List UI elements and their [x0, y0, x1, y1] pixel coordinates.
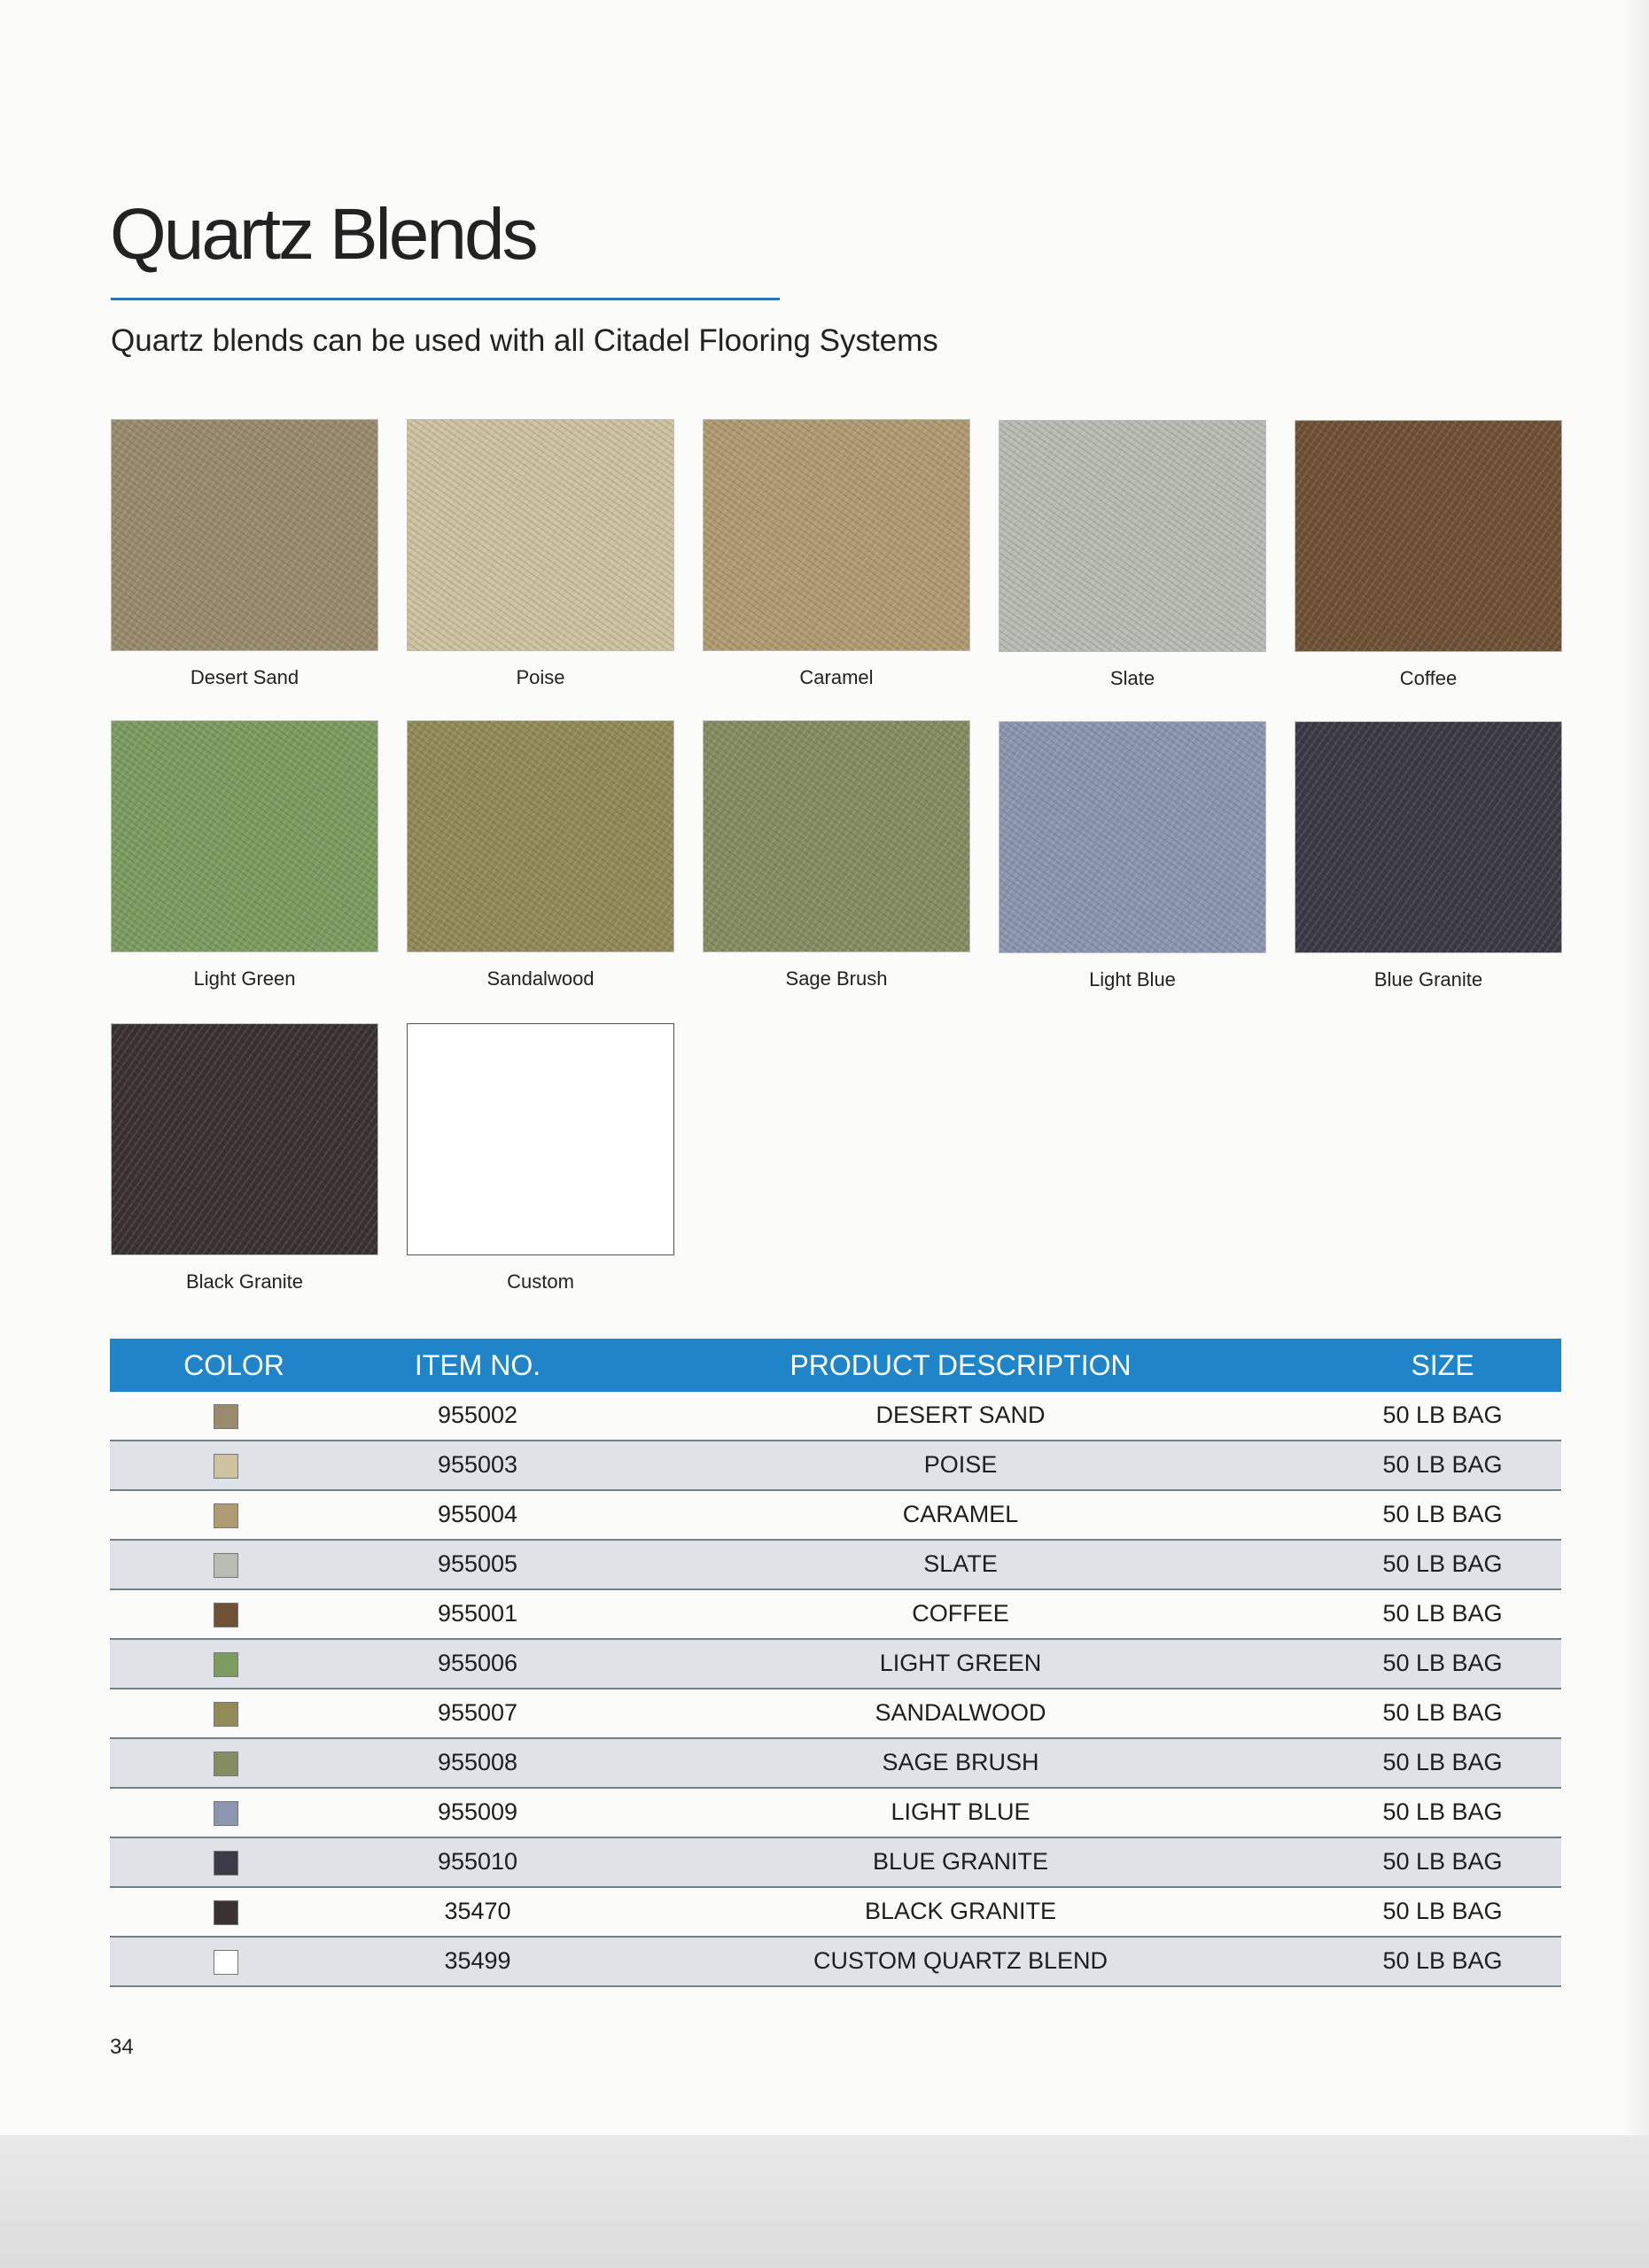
- swatch-image: [1295, 420, 1562, 652]
- swatch-label: Black Granite: [185, 1270, 304, 1293]
- color-chip: [214, 1851, 238, 1876]
- table-row: [110, 1541, 1561, 1590]
- swatch-light-green: [111, 720, 378, 990]
- swatch-label: Coffee: [1399, 667, 1458, 689]
- item-number: 955005: [437, 1550, 518, 1577]
- product-description: COFFEE: [912, 1600, 1009, 1627]
- product-description: POISE: [923, 1451, 998, 1478]
- color-chip: [214, 1404, 238, 1429]
- item-number: 955003: [437, 1451, 518, 1478]
- item-number: 955001: [437, 1600, 518, 1627]
- color-chip: [214, 1652, 238, 1677]
- size: 50 LB BAG: [1382, 1749, 1503, 1775]
- table-header: [110, 1339, 1561, 1392]
- table-row: [110, 1590, 1561, 1640]
- item-number: 955009: [437, 1798, 518, 1825]
- table-row: [110, 1689, 1561, 1739]
- item-number: 35470: [444, 1898, 511, 1924]
- size: 50 LB BAG: [1382, 1550, 1503, 1577]
- page-number: 34: [110, 2035, 134, 2059]
- product-description: SLATE: [923, 1550, 998, 1577]
- swatch-image: [407, 720, 674, 952]
- color-chip: [214, 1702, 238, 1727]
- item-number: 955002: [437, 1402, 518, 1428]
- table-row: [110, 1441, 1561, 1491]
- product-description: SAGE BRUSH: [882, 1749, 1039, 1775]
- product-description: DESERT SAND: [875, 1402, 1046, 1428]
- table-row: [110, 1938, 1561, 1987]
- swatch-black-granite: [111, 1023, 378, 1293]
- product-description: CUSTOM QUARTZ BLEND: [813, 1947, 1108, 1974]
- product-description: BLUE GRANITE: [872, 1848, 1049, 1875]
- product-table: [110, 1339, 1561, 1987]
- swatch-label: Custom: [507, 1270, 574, 1293]
- swatch-image: [703, 419, 970, 651]
- swatch-image: [407, 1023, 674, 1255]
- color-chip: [214, 1503, 238, 1528]
- swatch-image: [111, 720, 378, 952]
- swatch-desert-sand: [111, 419, 378, 688]
- page-title: Quartz Blends: [110, 194, 536, 275]
- swatch-label: Caramel: [799, 666, 874, 688]
- size: 50 LB BAG: [1382, 1798, 1503, 1825]
- item-number: 955008: [437, 1749, 518, 1775]
- table-row: [110, 1491, 1561, 1541]
- item-number: 35499: [444, 1947, 511, 1974]
- item-number: 955007: [437, 1699, 518, 1726]
- table-row: [110, 1640, 1561, 1689]
- size: 50 LB BAG: [1382, 1898, 1503, 1924]
- table-row: [110, 1888, 1561, 1938]
- swatch-label: Slate: [1109, 667, 1155, 689]
- page-bottom-shadow: [0, 2135, 1649, 2268]
- swatch-caramel: [703, 419, 970, 688]
- item-number: 955006: [437, 1650, 518, 1676]
- swatch-image: [999, 420, 1266, 652]
- page-subtitle: Quartz blends can be used with all Citadel Flooring Systems: [111, 323, 938, 358]
- size: 50 LB BAG: [1382, 1848, 1503, 1875]
- swatch-blue-granite: [1295, 721, 1562, 990]
- swatch-image: [703, 720, 970, 952]
- color-chip: [214, 1900, 238, 1925]
- title-underline: [111, 298, 780, 300]
- swatch-image: [111, 1023, 378, 1255]
- product-description: CARAMEL: [902, 1501, 1019, 1527]
- swatch-image: [407, 419, 674, 651]
- color-chip: [214, 1751, 238, 1776]
- swatch-label: Light Blue: [1089, 968, 1176, 990]
- swatch-label: Poise: [516, 666, 565, 688]
- swatch-image: [999, 721, 1266, 953]
- product-description: BLACK GRANITE: [864, 1898, 1057, 1924]
- swatch-sage-brush: [703, 720, 970, 990]
- column-header-description: PRODUCT DESCRIPTION: [789, 1349, 1132, 1381]
- color-chip: [214, 1801, 238, 1826]
- size: 50 LB BAG: [1382, 1650, 1503, 1676]
- size: 50 LB BAG: [1382, 1402, 1503, 1428]
- swatch-label: Sage Brush: [785, 967, 888, 990]
- color-chip: [214, 1553, 238, 1578]
- color-chip: [214, 1603, 238, 1627]
- swatch-label: Blue Granite: [1373, 968, 1483, 990]
- product-description: LIGHT GREEN: [879, 1650, 1042, 1676]
- swatch-poise: [407, 419, 674, 688]
- swatch-image: [1295, 721, 1562, 953]
- size: 50 LB BAG: [1382, 1451, 1503, 1478]
- size: 50 LB BAG: [1382, 1600, 1503, 1627]
- product-description: LIGHT BLUE: [891, 1798, 1031, 1825]
- swatch-coffee: [1295, 420, 1562, 689]
- size: 50 LB BAG: [1382, 1501, 1503, 1527]
- page-edge-shadow: [1622, 0, 1649, 2135]
- swatch-custom: [407, 1023, 674, 1293]
- table-row: [110, 1789, 1561, 1838]
- swatch-sandalwood: [407, 720, 674, 990]
- swatch-label: Sandalwood: [486, 967, 595, 990]
- column-header-item-no: ITEM NO.: [414, 1349, 541, 1381]
- table-row: [110, 1739, 1561, 1789]
- color-chip: [214, 1950, 238, 1975]
- swatch-light-blue: [999, 721, 1266, 990]
- color-chip: [214, 1454, 238, 1479]
- item-number: 955010: [437, 1848, 518, 1875]
- swatch-label: Light Green: [193, 967, 296, 990]
- table-row: [110, 1838, 1561, 1888]
- size: 50 LB BAG: [1382, 1947, 1503, 1974]
- column-header-color: COLOR: [183, 1349, 284, 1381]
- column-header-size: SIZE: [1411, 1349, 1474, 1381]
- table-body: [110, 1392, 1561, 1987]
- table-row: [110, 1392, 1561, 1441]
- swatch-label: Desert Sand: [190, 666, 299, 688]
- product-description: SANDALWOOD: [875, 1699, 1046, 1726]
- size: 50 LB BAG: [1382, 1699, 1503, 1726]
- item-number: 955004: [437, 1501, 518, 1527]
- swatch-slate: [999, 420, 1266, 689]
- swatch-image: [111, 419, 378, 651]
